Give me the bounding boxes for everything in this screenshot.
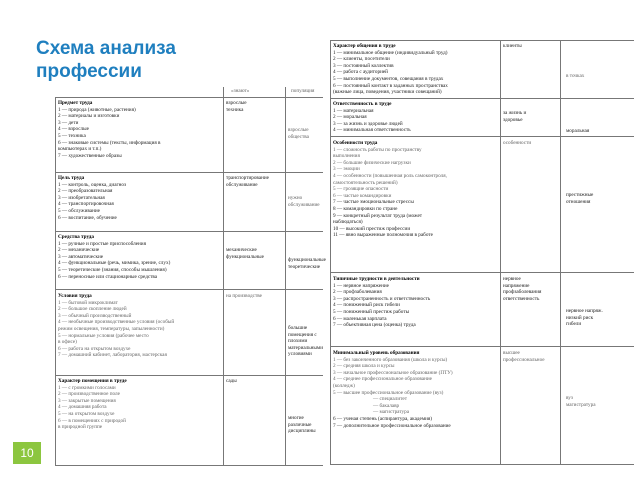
list-item: 7 — объективная цена (оценка) труда	[333, 322, 416, 329]
list-item: 4 — взрослые	[58, 126, 89, 133]
answer-line: плохими	[288, 338, 308, 345]
list-item: 4 — минимальная ответственность	[333, 127, 411, 134]
list-item: 1 — нервное напряжение	[333, 282, 389, 289]
list-item: 2 — материалы и изготовки	[58, 113, 120, 120]
left-panel-bottom-border	[55, 465, 323, 466]
answer-line: за жизнь и	[503, 110, 527, 116]
list-item: — магистратура	[373, 409, 410, 416]
list-item: 4 — функциональные (речь, мимика, зрение, слух)	[58, 260, 171, 267]
left-row-line-2	[55, 231, 323, 232]
list-item: 2 — большое скопление людей	[58, 306, 127, 313]
answer-line: на производстве	[226, 293, 262, 299]
right-row-line-4	[330, 346, 634, 347]
list-item: 4 — транспортировочная	[58, 201, 114, 208]
list-item: 11 — явно выраженные полномочия в работе	[333, 232, 433, 239]
list-item: 3 — изобретательная	[58, 194, 105, 201]
answer-line: моральная	[566, 128, 590, 134]
list-item: 1 — контроль, оценка, диагноз	[58, 181, 127, 188]
list-item: 3 — за жизнь и здоровье людей	[333, 120, 403, 127]
list-item: (колледж)	[333, 382, 355, 389]
difficulties-answer-col2	[503, 276, 541, 302]
answer-line: нервное	[503, 276, 521, 282]
means-answer-col2	[226, 247, 264, 260]
workplace-answer-col2	[226, 378, 237, 385]
left-row-line-4	[55, 375, 323, 376]
list-item: 2 — моральная	[333, 114, 367, 121]
block-heading: Цель труда	[58, 175, 85, 181]
answer-line: профзаболевания	[503, 289, 542, 296]
conditions-of-labor-block	[58, 293, 174, 359]
answer-line: престижные	[566, 192, 594, 198]
list-item: 1 — без законченного образования (школа и курсы)	[333, 356, 448, 363]
list-item: 7 — художественные образы	[58, 152, 122, 159]
goal-of-labor-block	[58, 175, 126, 221]
list-item: 5 — техника	[58, 132, 86, 139]
answer-line: напряжение	[503, 282, 530, 289]
list-item: 5 — высшее профессиональное образование (вуз)	[333, 389, 444, 396]
answer-line: различные	[288, 421, 312, 428]
list-item: 4 — среднее профессиональное образование	[333, 376, 432, 383]
answer-line: обслуживание	[288, 201, 320, 208]
list-item: 3 — обычный производственный	[58, 312, 132, 319]
list-item: 1 — ручные и простые приспособления	[58, 240, 146, 247]
left-row-line-3	[55, 289, 323, 290]
list-item: 6 — воспитание, обучение	[58, 214, 117, 221]
list-item: 6 — частые командировки	[333, 192, 392, 199]
list-item: 5 — нормальные условия (рабочее место	[58, 332, 149, 339]
block-heading: Характер помещения в труде	[58, 378, 127, 384]
list-item: 2 — механические	[58, 247, 100, 254]
block-heading: Средства труда	[58, 234, 94, 240]
list-item: самостоятельность решений)	[333, 179, 398, 186]
list-item: 6 — маленькая зарплата	[333, 315, 387, 322]
list-item: 3 — автоматические	[58, 253, 104, 260]
education-answer-col3	[566, 395, 596, 408]
answer-line: здоровье	[503, 116, 523, 123]
education-answer-col2	[503, 350, 545, 363]
list-item: 6 — в помещениях с природой	[58, 417, 126, 424]
list-item: выполнения	[333, 153, 360, 160]
list-item: 1 — с громкими голосами	[58, 384, 116, 391]
answer-line: особенности	[503, 140, 532, 146]
responsibility-block	[333, 101, 411, 134]
list-item: 1 — бытовой микроклимат	[58, 299, 118, 306]
right-panel-divider-2	[560, 40, 561, 465]
list-item: 2 — большие физические нагрузки	[333, 159, 411, 166]
answer-line: помещения с	[288, 331, 317, 338]
answer-line: ответственность	[503, 295, 540, 302]
communication-answer-col3	[566, 73, 584, 80]
list-item: в природной группе	[58, 424, 103, 431]
list-item: 10 — высокий престиж профессии	[333, 225, 411, 232]
list-item: 7 — дополнительное профессиональное образование	[333, 422, 451, 429]
answer-line: функциональные	[226, 253, 264, 260]
answer-line: взрослые	[288, 127, 309, 133]
block-heading: Минимальный уровень образования	[333, 350, 420, 356]
block-heading: Особенности труда	[333, 140, 378, 146]
list-item: 5 — обслуживание	[58, 207, 100, 214]
answer-line: дисциплины	[288, 428, 316, 435]
list-item: 4 — работа с аудиторией	[333, 69, 388, 76]
block-heading: Типичные трудности в деятельности	[333, 276, 420, 282]
list-item: 5 — выполнение документов, совещания в трудах	[333, 75, 444, 82]
block-heading: Предмет труда	[58, 100, 93, 106]
list-item: 3 — начальное профессиональное образование (ПТУ)	[333, 369, 453, 376]
list-item: 3 — дети	[58, 119, 79, 126]
left-panel-left-border	[55, 97, 56, 466]
subject-of-labor-block	[58, 100, 161, 159]
list-item: 6 — ученая степень (аспирантура, академия)	[333, 415, 433, 422]
communication-answer-col2	[503, 43, 522, 50]
list-item: (важные лица, поведения, участники совещаний)	[333, 89, 442, 96]
education-block	[333, 350, 453, 429]
list-item: 5 — теоретические (знания, способы мышления)	[58, 266, 167, 273]
list-item: — бакалавр	[373, 402, 400, 409]
block-heading: Характер общения в труде	[333, 43, 396, 49]
answer-line: функциональные	[288, 257, 326, 263]
page-number-badge: 10	[13, 442, 41, 464]
answer-line: нужно	[288, 195, 303, 201]
answer-line: техника	[226, 106, 244, 113]
list-item: в офисе)	[58, 339, 77, 346]
left-panel-divider-2	[285, 87, 286, 466]
list-item: 1 — минимальное общение (индивидуальный труд)	[333, 49, 448, 56]
list-item: 5 — на открытом воздухе	[58, 410, 115, 417]
list-item: режим освещения, температуры, запыленности)	[58, 325, 165, 332]
answer-line: материальными	[288, 344, 323, 351]
list-item: 5 — пониженный престиж работы	[333, 308, 410, 315]
answer-line: нервное напряж.	[566, 308, 603, 314]
answer-line: магистратура	[566, 401, 596, 408]
list-item: 8 — командировки по стране	[333, 205, 398, 212]
features-answer-col2	[503, 140, 531, 147]
list-item: 2 — клиенты, посетители	[333, 56, 390, 63]
workplace-answer-col3	[288, 415, 316, 435]
list-item: 1 — природа (животные, растения)	[58, 106, 136, 113]
list-item: — специалитет	[373, 396, 407, 403]
list-item: 6 — постоянный контакт в заданных пространствах	[333, 82, 448, 89]
list-item: 2 — профзаболевания	[333, 289, 382, 296]
right-panel-divider-1	[500, 40, 501, 465]
list-item: 4 — пониженный риск гибели	[333, 302, 400, 309]
responsibility-answer-col3	[566, 128, 589, 135]
answer-line: теоретические	[288, 263, 321, 270]
answer-line: сады	[226, 378, 237, 384]
answer-line: многие	[288, 415, 304, 421]
subject-answer-col3	[288, 127, 309, 140]
answer-line: в точках	[566, 73, 585, 79]
answer-line: клиенты	[503, 43, 522, 49]
slide-title: Схема анализа профессии	[36, 38, 176, 82]
list-item: 7 — домашний кабинет, лаборатория, мастерская	[58, 352, 167, 359]
list-item: 2 — производственное поле	[58, 391, 120, 398]
list-item: наблюдаться)	[333, 219, 363, 226]
list-item: 4 — особенности (повышенная роль самоконтроля,	[333, 172, 447, 179]
conditions-answer-col3	[288, 325, 323, 358]
communication-block	[333, 43, 448, 96]
list-item: компьютерах и т.п.)	[58, 146, 102, 153]
list-item: 5 — грозящие опасности	[333, 186, 389, 193]
list-item: 4 — необычные производственные условия (особый	[58, 319, 175, 326]
right-row-line-1	[330, 98, 634, 99]
answer-line: отношения	[566, 198, 591, 205]
list-item: 1 — сложность работы по пространству	[333, 146, 422, 153]
answer-line: гибели	[566, 321, 582, 328]
list-item: 1 — материальная	[333, 107, 374, 114]
right-panel-bottom-border	[330, 464, 634, 465]
list-item: 4 — домашняя работа	[58, 404, 107, 411]
list-item: 3 — постоянный коллектив	[333, 62, 394, 69]
right-row-line-2	[330, 136, 634, 137]
goal-answer-col3	[288, 195, 320, 208]
answer-line: обслуживание	[226, 181, 258, 188]
workplace-character-block	[58, 378, 127, 431]
list-item: 3 — распространенность и ответственность	[333, 295, 431, 302]
block-heading: Условия труда	[58, 293, 92, 299]
list-item: 2 — преобразовательная	[58, 188, 113, 195]
list-item: 2 — средняя школа и курсы	[333, 363, 395, 370]
left-panel-top-border	[55, 97, 323, 98]
right-panel-top-border	[330, 40, 634, 41]
right-panel-left-border	[330, 40, 331, 465]
answer-line: вуз	[566, 395, 573, 401]
means-of-labor-block	[58, 234, 170, 280]
list-item: 6 — знаковые системы (тексты, информация в	[58, 139, 161, 146]
left-analysis-panel	[55, 87, 326, 466]
list-item: 3 — эмоции	[333, 166, 360, 173]
left-panel-divider-1	[223, 87, 224, 466]
answer-line: низкий риск	[566, 314, 594, 321]
answer-line: общества	[288, 133, 309, 140]
answer-line: механические	[226, 247, 257, 253]
answer-line: транспортирование	[226, 175, 269, 181]
answer-line: профессиональное	[503, 356, 545, 363]
list-item: 7 — частые эмоциональные стрессы	[333, 199, 414, 206]
list-item: 9 — конкретный результат труда (может	[333, 212, 423, 219]
answer-line: условиями	[288, 351, 312, 358]
goal-answer-col2	[226, 175, 269, 188]
answer-line: высшее	[503, 350, 520, 356]
left-row-line-1	[55, 172, 323, 173]
block-heading: Ответственность в труде	[333, 101, 392, 107]
subject-answer-col2	[226, 100, 247, 113]
answer-line: взрослые	[226, 100, 247, 106]
right-analysis-panel	[330, 40, 634, 465]
list-item: 3 — закрытые помещения	[58, 397, 116, 404]
list-item: 6 — работа на открытом воздухе	[58, 345, 131, 352]
right-row-line-3	[330, 272, 634, 273]
features-answer-col3	[566, 192, 593, 205]
difficulties-answer-col3	[566, 308, 603, 328]
conditions-answer-col2	[226, 293, 262, 300]
difficulties-block	[333, 276, 430, 329]
list-item: 6 — переносные или стационарные средства	[58, 273, 158, 280]
left-top-label-2: популяция	[291, 88, 315, 94]
responsibility-answer-col2	[503, 110, 526, 123]
answer-line: большие	[288, 325, 308, 331]
means-answer-col3	[288, 257, 326, 270]
left-top-label-1: «знают»	[231, 88, 250, 94]
features-block	[333, 140, 447, 239]
